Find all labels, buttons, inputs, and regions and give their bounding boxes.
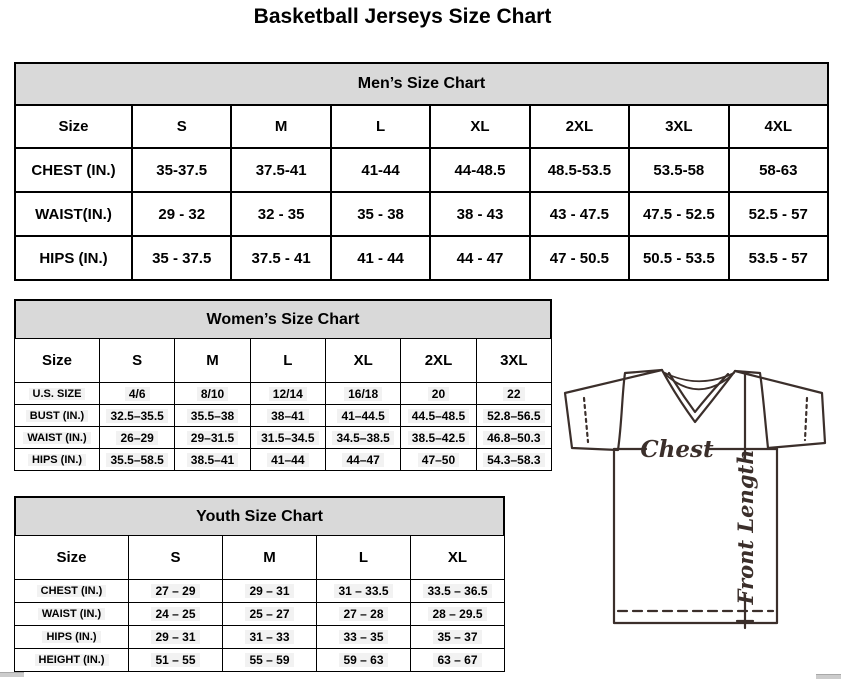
size-value-cell: 52.8–56.5 bbox=[476, 405, 551, 427]
size-value-cell: 29 – 31 bbox=[223, 580, 317, 603]
measurement-row-label: CHEST (IN.) bbox=[15, 580, 129, 603]
size-column-header: L bbox=[331, 105, 430, 148]
size-value-cell: 38–41 bbox=[250, 405, 325, 427]
size-value-cell: 46.8–50.3 bbox=[476, 427, 551, 449]
youth-chart-title: Youth Size Chart bbox=[14, 496, 505, 535]
size-value-cell: 53.5 - 57 bbox=[729, 236, 828, 280]
size-header-row bbox=[15, 105, 828, 148]
measurement-row bbox=[15, 405, 552, 427]
size-value-cell: 27 – 29 bbox=[129, 580, 223, 603]
size-value-cell: 35 – 37 bbox=[411, 626, 505, 649]
size-value-cell: 28 – 29.5 bbox=[411, 603, 505, 626]
size-value-cell: 4/6 bbox=[100, 383, 175, 405]
front-length-label: Front Length bbox=[733, 449, 758, 605]
size-column-header: 4XL bbox=[729, 105, 828, 148]
measurement-row bbox=[15, 236, 828, 280]
size-value-cell: 31.5–34.5 bbox=[250, 427, 325, 449]
jersey-measurement-diagram bbox=[560, 360, 843, 660]
size-value-cell: 50.5 - 53.5 bbox=[629, 236, 728, 280]
size-value-cell: 53.5-58 bbox=[629, 148, 728, 192]
size-column-header: S bbox=[132, 105, 231, 148]
size-column-header: XL bbox=[430, 105, 529, 148]
size-value-cell: 35-37.5 bbox=[132, 148, 231, 192]
size-value-cell: 35 - 37.5 bbox=[132, 236, 231, 280]
measurement-row bbox=[15, 580, 505, 603]
size-value-cell: 44.5–48.5 bbox=[401, 405, 476, 427]
measurement-row bbox=[15, 626, 505, 649]
youth-size-table bbox=[14, 535, 505, 672]
size-value-cell: 20 bbox=[401, 383, 476, 405]
womens-size-chart bbox=[14, 299, 552, 471]
size-value-cell: 48.5-53.5 bbox=[530, 148, 629, 192]
size-value-cell: 25 – 27 bbox=[223, 603, 317, 626]
size-value-cell: 27 – 28 bbox=[317, 603, 411, 626]
mens-chart-title: Men’s Size Chart bbox=[14, 62, 829, 104]
size-value-cell: 54.3–58.3 bbox=[476, 449, 551, 471]
size-label-header: Size bbox=[15, 536, 129, 580]
size-value-cell: 35.5–58.5 bbox=[100, 449, 175, 471]
jersey-right-sleeve bbox=[735, 371, 825, 448]
measurement-row-label: HIPS (IN.) bbox=[15, 626, 129, 649]
size-value-cell: 47.5 - 52.5 bbox=[629, 192, 728, 236]
size-label-header: Size bbox=[15, 339, 100, 383]
size-column-header: 3XL bbox=[476, 339, 551, 383]
size-column-header: M bbox=[223, 536, 317, 580]
measurement-row bbox=[15, 148, 828, 192]
measurement-row-label: BUST (IN.) bbox=[15, 405, 100, 427]
size-value-cell: 47 - 50.5 bbox=[530, 236, 629, 280]
mens-size-table bbox=[14, 104, 829, 281]
size-value-cell: 44–47 bbox=[325, 449, 400, 471]
size-value-cell: 31 – 33.5 bbox=[317, 580, 411, 603]
size-value-cell: 41-44 bbox=[331, 148, 430, 192]
size-column-header: 2XL bbox=[530, 105, 629, 148]
size-value-cell: 31 – 33 bbox=[223, 626, 317, 649]
measurement-row-label: WAIST(IN.) bbox=[15, 192, 132, 236]
size-value-cell: 29 – 31 bbox=[129, 626, 223, 649]
measurement-row bbox=[15, 603, 505, 626]
measurement-row-label: HEIGHT (IN.) bbox=[15, 649, 129, 672]
size-value-cell: 43 - 47.5 bbox=[530, 192, 629, 236]
mens-size-chart bbox=[14, 62, 829, 281]
measurement-row bbox=[15, 649, 505, 672]
measurement-row-label: HIPS (IN.) bbox=[15, 449, 100, 471]
size-value-cell: 29 - 32 bbox=[132, 192, 231, 236]
size-value-cell: 44-48.5 bbox=[430, 148, 529, 192]
size-value-cell: 44 - 47 bbox=[430, 236, 529, 280]
size-value-cell: 29–31.5 bbox=[175, 427, 250, 449]
measurement-row-label: HIPS (IN.) bbox=[15, 236, 132, 280]
size-value-cell: 59 – 63 bbox=[317, 649, 411, 672]
size-value-cell: 12/14 bbox=[250, 383, 325, 405]
size-value-cell: 41–44 bbox=[250, 449, 325, 471]
size-column-header: 2XL bbox=[401, 339, 476, 383]
size-value-cell: 32 - 35 bbox=[231, 192, 330, 236]
size-value-cell: 8/10 bbox=[175, 383, 250, 405]
youth-size-chart bbox=[14, 496, 505, 672]
measurement-row bbox=[15, 449, 552, 471]
size-value-cell: 16/18 bbox=[325, 383, 400, 405]
measurement-row bbox=[15, 427, 552, 449]
size-column-header: XL bbox=[325, 339, 400, 383]
size-value-cell: 34.5–38.5 bbox=[325, 427, 400, 449]
size-header-row bbox=[15, 536, 505, 580]
size-value-cell: 35.5–38 bbox=[175, 405, 250, 427]
size-column-header: L bbox=[317, 536, 411, 580]
size-value-cell: 38.5–41 bbox=[175, 449, 250, 471]
size-value-cell: 55 – 59 bbox=[223, 649, 317, 672]
size-value-cell: 33.5 – 36.5 bbox=[411, 580, 505, 603]
scrollbar-fragment-left bbox=[0, 672, 24, 677]
size-column-header: S bbox=[129, 536, 223, 580]
page-title: Basketball Jerseys Size Chart bbox=[253, 5, 552, 28]
measurement-row-label: CHEST (IN.) bbox=[15, 148, 132, 192]
size-value-cell: 26–29 bbox=[100, 427, 175, 449]
measurement-row bbox=[15, 192, 828, 236]
measurement-row-label: WAIST (IN.) bbox=[15, 603, 129, 626]
size-value-cell: 38.5–42.5 bbox=[401, 427, 476, 449]
size-label-header: Size bbox=[15, 105, 132, 148]
size-value-cell: 37.5 - 41 bbox=[231, 236, 330, 280]
scrollbar-fragment-right bbox=[816, 674, 841, 679]
size-column-header: XL bbox=[411, 536, 505, 580]
size-value-cell: 52.5 - 57 bbox=[729, 192, 828, 236]
size-column-header: L bbox=[250, 339, 325, 383]
size-column-header: M bbox=[231, 105, 330, 148]
womens-size-table bbox=[14, 338, 552, 471]
size-value-cell: 58-63 bbox=[729, 148, 828, 192]
measurement-row-label: U.S. SIZE bbox=[15, 383, 100, 405]
size-value-cell: 51 – 55 bbox=[129, 649, 223, 672]
womens-chart-title: Women’s Size Chart bbox=[14, 299, 552, 338]
size-header-row bbox=[15, 339, 552, 383]
size-value-cell: 41–44.5 bbox=[325, 405, 400, 427]
size-value-cell: 63 – 67 bbox=[411, 649, 505, 672]
size-column-header: 3XL bbox=[629, 105, 728, 148]
size-column-header: S bbox=[100, 339, 175, 383]
measurement-row-label: WAIST (IN.) bbox=[15, 427, 100, 449]
chest-label: Chest bbox=[640, 436, 714, 463]
size-value-cell: 47–50 bbox=[401, 449, 476, 471]
size-value-cell: 38 - 43 bbox=[430, 192, 529, 236]
size-value-cell: 37.5-41 bbox=[231, 148, 330, 192]
size-value-cell: 35 - 38 bbox=[331, 192, 430, 236]
size-value-cell: 22 bbox=[476, 383, 551, 405]
size-value-cell: 24 – 25 bbox=[129, 603, 223, 626]
size-value-cell: 41 - 44 bbox=[331, 236, 430, 280]
size-value-cell: 32.5–35.5 bbox=[100, 405, 175, 427]
measurement-row bbox=[15, 383, 552, 405]
size-column-header: M bbox=[175, 339, 250, 383]
size-value-cell: 33 – 35 bbox=[317, 626, 411, 649]
